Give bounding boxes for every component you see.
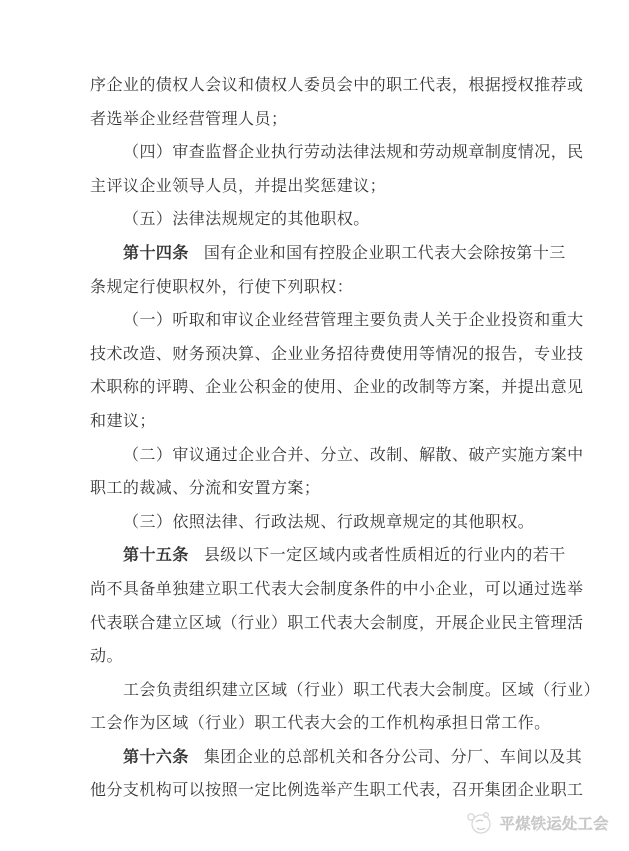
watermark-text: 平煤铁运处工会 [500, 816, 610, 833]
text-line: 者选举企业经营管理人员； [90, 110, 288, 128]
text-line: 术职称的评聘、企业公积金的使用、企业的改制等方案，并提出意见 [90, 379, 584, 397]
paragraph [90, 506, 550, 540]
paragraph [90, 237, 566, 304]
text-line: （一）听取和审议企业经营管理主要负责人关于企业投资和重大 [123, 312, 584, 330]
article-number: 第十六条 [123, 748, 189, 766]
article-number: 第十五条 [123, 547, 189, 565]
paragraph [90, 69, 584, 136]
text-line: 技术改造、财务预决算、企业业务招待费使用等情况的报告，专业技 [90, 345, 584, 363]
text-line: 和建议； [90, 412, 156, 430]
paragraph [90, 203, 550, 237]
watermark [466, 810, 609, 836]
paragraph [90, 741, 584, 808]
text-line: （四）审查监督企业执行劳动法律法规和劳动规章制度情况，民 [123, 144, 584, 162]
paragraph [90, 439, 584, 506]
paragraph [90, 304, 584, 438]
text-line: 条规定行使职权外，行使下列职权： [90, 278, 354, 296]
text-line: 工会负责组织建立区域（行业）职工代表大会制度。区域（行业） [123, 681, 601, 699]
text-line: （二）审议通过企业合并、分立、改制、解散、破产实施方案中 [123, 446, 584, 464]
paragraph [90, 539, 584, 673]
text-line: 主评议企业领导人员，并提出奖惩建议； [90, 177, 387, 195]
text-line: 序企业的债权人会议和债权人委员会中的职工代表，根据授权推荐或 [90, 77, 584, 94]
text-line: （五）法律法规规定的其他职权。 [123, 211, 370, 229]
text-line: 动。 [90, 648, 123, 666]
text-line: 第十四条 国有企业和国有控股企业职工代表大会除按第十三 [123, 244, 566, 262]
text-line: 职工的裁减、分流和安置方案； [90, 480, 321, 498]
text-line: 尚不具备单独建立职工代表大会制度条件的中小企业，可以通过选举 [90, 580, 584, 598]
article-number: 第十四条 [123, 244, 189, 262]
text-line: （三）依照法律、行政法规、行政规章规定的其他职权。 [123, 513, 535, 531]
paragraph [90, 674, 601, 741]
paragraph [90, 136, 584, 203]
text-line: 工会作为区域（行业）职工代表大会的工作机构承担日常工作。 [90, 715, 551, 733]
document-body [90, 69, 601, 808]
text-line: 第十五条 县级以下一定区域内或者性质相近的行业内的若干 [123, 547, 566, 565]
text-line: 他分支机构可以按照一定比例选举产生职工代表，召开集团企业职工 [90, 782, 584, 800]
text-line: 第十六条 集团企业的总部机关和各分公司、分厂、车间以及其 [123, 748, 583, 766]
union-logo-icon [466, 810, 493, 836]
text-line: 代表联合建立区域（行业）职工代表大会制度，开展企业民主管理活 [90, 614, 584, 632]
